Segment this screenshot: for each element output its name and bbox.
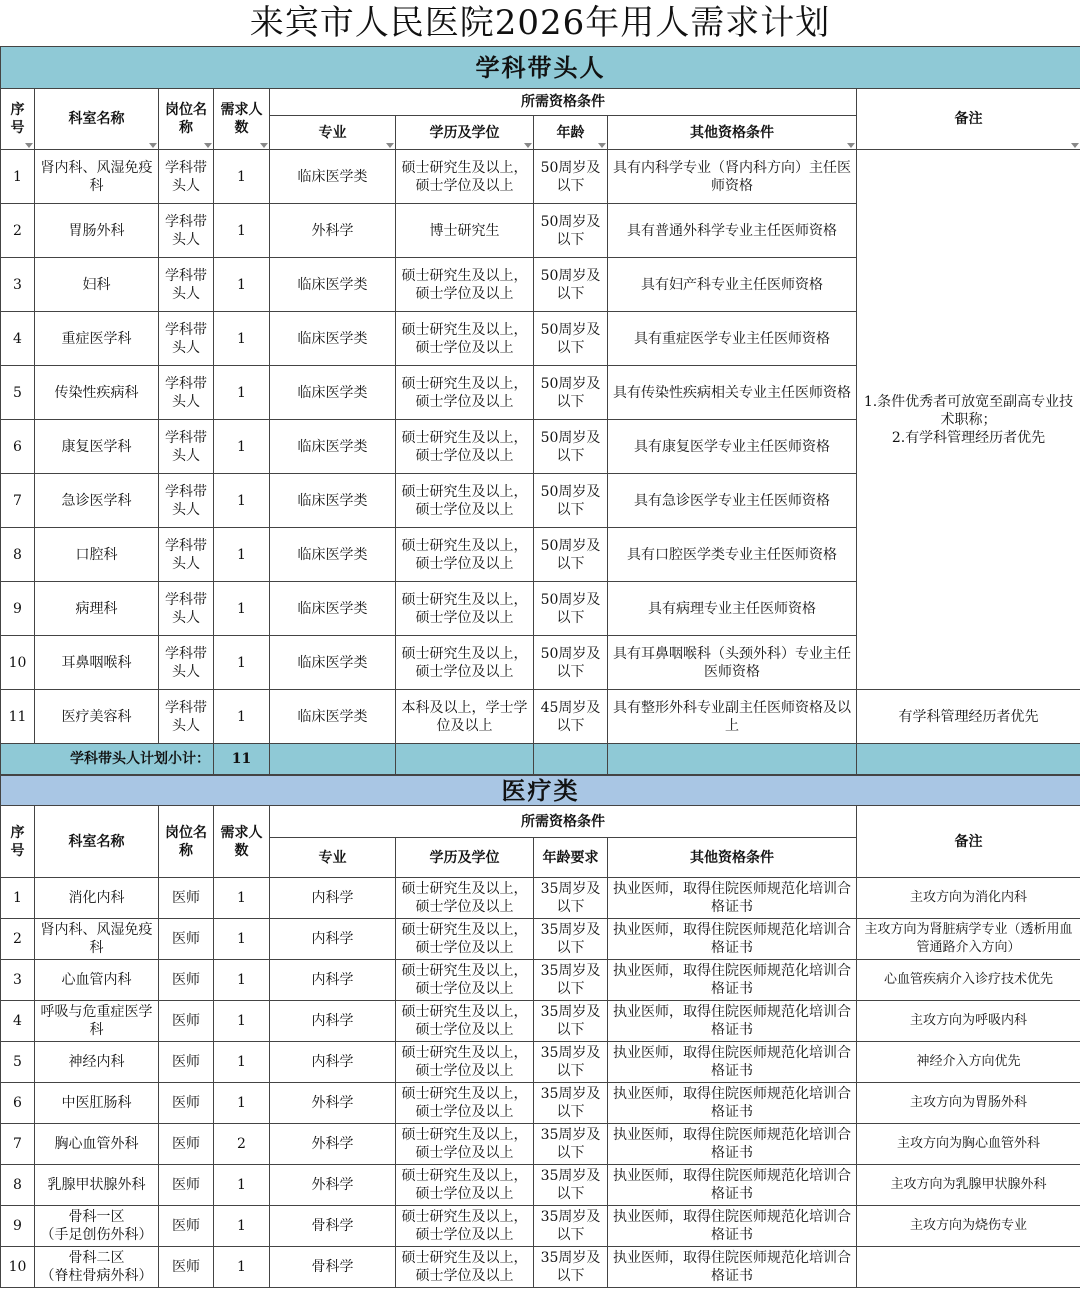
cell-seq: 8 [1, 528, 35, 582]
cell-dept: 耳鼻咽喉科 [35, 636, 159, 690]
cell-dept: 急诊医学科 [35, 474, 159, 528]
medical-table [0, 775, 1080, 1288]
cell-post: 医师 [159, 1124, 214, 1165]
cell-age: 35周岁及以下 [534, 1165, 608, 1206]
cell-post: 学科带头人 [159, 420, 214, 474]
cell-remark: 主攻方向为烧伤专业 [857, 1206, 1080, 1247]
cell-other: 执业医师，取得住院医师规范化培训合格证书 [608, 1042, 857, 1083]
table-row [1, 960, 1080, 1001]
cell-remark: 主攻方向为乳腺甲状腺外科 [857, 1165, 1080, 1206]
cell-age: 35周岁及以下 [534, 1124, 608, 1165]
cell-seq: 8 [1, 1165, 35, 1206]
cell-remark: 有学科管理经历者优先 [857, 690, 1080, 744]
cell-major: 内科学 [270, 1042, 396, 1083]
cell-age: 35周岁及以下 [534, 1083, 608, 1124]
cell-major: 外科学 [270, 204, 396, 258]
cell-other: 执业医师，取得住院医师规范化培训合格证书 [608, 878, 857, 919]
header-age: 年龄要求 [534, 838, 608, 878]
cell-age: 50周岁及以下 [534, 366, 608, 420]
cell-edu: 硕士研究生及以上，硕士学位及以上 [396, 878, 534, 919]
cell-age: 50周岁及以下 [534, 528, 608, 582]
page-title: 来宾市人民医院2026年用人需求计划 [249, 3, 831, 43]
talent-table [0, 46, 1080, 775]
cell-dept: 肾内科、风湿免疫科 [35, 150, 159, 204]
cell-edu: 硕士研究生及以上，硕士学位及以上 [396, 528, 534, 582]
cell-count: 1 [214, 366, 270, 420]
cell-post: 学科带头人 [159, 474, 214, 528]
subtotal-label: 学科带头人计划小计： [1, 744, 214, 775]
cell-other: 具有康复医学专业主任医师资格 [608, 420, 857, 474]
cell-count: 1 [214, 690, 270, 744]
cell-count: 1 [214, 960, 270, 1001]
cell-major: 临床医学类 [270, 312, 396, 366]
cell-other: 具有重症医学专业主任医师资格 [608, 312, 857, 366]
cell-seq: 4 [1, 1001, 35, 1042]
cell-count: 1 [214, 582, 270, 636]
cell-remark: 主攻方向为呼吸内科 [857, 1001, 1080, 1042]
cell-major: 内科学 [270, 1001, 396, 1042]
header-post: 岗位名称 [159, 806, 214, 878]
cell-age: 35周岁及以下 [534, 878, 608, 919]
cell-seq: 6 [1, 420, 35, 474]
cell-major: 临床医学类 [270, 690, 396, 744]
cell-post: 学科带头人 [159, 366, 214, 420]
cell-dept: 重症医学科 [35, 312, 159, 366]
cell-seq: 10 [1, 636, 35, 690]
cell-major: 内科学 [270, 960, 396, 1001]
cell-edu: 硕士研究生及以上，硕士学位及以上 [396, 366, 534, 420]
cell-age: 50周岁及以下 [534, 312, 608, 366]
cell-dept: 胸心血管外科 [35, 1124, 159, 1165]
cell-major: 临床医学类 [270, 258, 396, 312]
table-row [1, 1206, 1080, 1247]
cell-dept: 胃肠外科 [35, 204, 159, 258]
cell-post: 医师 [159, 1165, 214, 1206]
header-qualifications: 所需资格条件 [270, 806, 857, 838]
cell-count: 1 [214, 636, 270, 690]
cell-seq: 9 [1, 582, 35, 636]
cell-other: 执业医师，取得住院医师规范化培训合格证书 [608, 1247, 857, 1288]
cell-seq: 5 [1, 366, 35, 420]
cell-other: 具有耳鼻咽喉科（头颈外科）专业主任医师资格 [608, 636, 857, 690]
cell-seq: 9 [1, 1206, 35, 1247]
cell-edu: 硕士研究生及以上，硕士学位及以上 [396, 1124, 534, 1165]
cell-age: 50周岁及以下 [534, 258, 608, 312]
cell-seq: 3 [1, 960, 35, 1001]
cell-major: 骨科学 [270, 1206, 396, 1247]
cell-other: 具有普通外科学专业主任医师资格 [608, 204, 857, 258]
cell-dept: 肾内科、风湿免疫科 [35, 919, 159, 960]
cell-count: 1 [214, 1165, 270, 1206]
cell-remark: 神经介入方向优先 [857, 1042, 1080, 1083]
cell-edu: 硕士研究生及以上，硕士学位及以上 [396, 258, 534, 312]
table-row [1, 1165, 1080, 1206]
cell-other: 执业医师，取得住院医师规范化培训合格证书 [608, 1165, 857, 1206]
cell-dept: 康复医学科 [35, 420, 159, 474]
cell-edu: 硕士研究生及以上，硕士学位及以上 [396, 636, 534, 690]
cell-major: 临床医学类 [270, 420, 396, 474]
cell-edu: 硕士研究生及以上，硕士学位及以上 [396, 150, 534, 204]
cell-age: 35周岁及以下 [534, 1001, 608, 1042]
cell-major: 外科学 [270, 1083, 396, 1124]
header-count: 需求人数 [214, 806, 270, 878]
cell-edu: 硕士研究生及以上，硕士学位及以上 [396, 1165, 534, 1206]
cell-remark: 主攻方向为肾脏病学专业（透析用血管通路介入方向） [857, 919, 1080, 960]
header-seq: 序号 [1, 806, 35, 878]
cell-post: 医师 [159, 960, 214, 1001]
table-row [1, 1247, 1080, 1288]
cell-edu: 硕士研究生及以上，硕士学位及以上 [396, 919, 534, 960]
cell-dept: 心血管内科 [35, 960, 159, 1001]
cell-other: 执业医师，取得住院医师规范化培训合格证书 [608, 1001, 857, 1042]
cell-post: 医师 [159, 878, 214, 919]
cell-count: 2 [214, 1124, 270, 1165]
cell-age: 35周岁及以下 [534, 1042, 608, 1083]
table-row [1, 1001, 1080, 1042]
cell-other: 具有口腔医学类专业主任医师资格 [608, 528, 857, 582]
cell-edu: 硕士研究生及以上，硕士学位及以上 [396, 960, 534, 1001]
cell-post: 医师 [159, 919, 214, 960]
cell-count: 1 [214, 420, 270, 474]
cell-major: 外科学 [270, 1124, 396, 1165]
header-edu: 学历及学位 [396, 116, 534, 150]
header-major: 专业 [270, 116, 396, 150]
cell-count: 1 [214, 150, 270, 204]
cell-edu: 硕士研究生及以上，硕士学位及以上 [396, 1247, 534, 1288]
cell-post: 医师 [159, 1001, 214, 1042]
cell-post: 医师 [159, 1083, 214, 1124]
cell-age: 50周岁及以下 [534, 474, 608, 528]
cell-seq: 4 [1, 312, 35, 366]
cell-age: 35周岁及以下 [534, 919, 608, 960]
cell-remark: 主攻方向为胸心血管外科 [857, 1124, 1080, 1165]
table-row [1, 919, 1080, 960]
cell-major: 内科学 [270, 878, 396, 919]
cell-count: 1 [214, 878, 270, 919]
cell-major: 临床医学类 [270, 582, 396, 636]
cell-age: 35周岁及以下 [534, 1206, 608, 1247]
cell-count: 1 [214, 1001, 270, 1042]
cell-age: 35周岁及以下 [534, 1247, 608, 1288]
cell-post: 学科带头人 [159, 204, 214, 258]
cell-edu: 硕士研究生及以上，硕士学位及以上 [396, 420, 534, 474]
cell-seq: 1 [1, 150, 35, 204]
cell-major: 临床医学类 [270, 474, 396, 528]
cell-other: 具有整形外科专业副主任医师资格及以上 [608, 690, 857, 744]
cell-other: 具有妇产科专业主任医师资格 [608, 258, 857, 312]
cell-other: 具有病理专业主任医师资格 [608, 582, 857, 636]
cell-other: 具有内科学专业（肾内科方向）主任医师资格 [608, 150, 857, 204]
cell-edu: 硕士研究生及以上，硕士学位及以上 [396, 474, 534, 528]
cell-remark: 心血管疾病介入诊疗技术优先 [857, 960, 1080, 1001]
cell-post: 学科带头人 [159, 258, 214, 312]
cell-seq: 1 [1, 878, 35, 919]
cell-age: 35周岁及以下 [534, 960, 608, 1001]
cell-other: 执业医师，取得住院医师规范化培训合格证书 [608, 960, 857, 1001]
header-major: 专业 [270, 838, 396, 878]
cell-seq: 11 [1, 690, 35, 744]
table-row [1, 878, 1080, 919]
remark-group-note: 1.条件优秀者可放宽至副高专业技术职称； 2.有学科管理经历者优先 [857, 150, 1080, 690]
table-row [1, 150, 1080, 204]
table-row [1, 1083, 1080, 1124]
header-qualifications: 所需资格条件 [270, 89, 857, 116]
header-age: 年龄 [534, 116, 608, 150]
cell-edu: 硕士研究生及以上，硕士学位及以上 [396, 582, 534, 636]
cell-count: 1 [214, 474, 270, 528]
cell-post: 学科带头人 [159, 150, 214, 204]
cell-other: 执业医师，取得住院医师规范化培训合格证书 [608, 919, 857, 960]
cell-age: 45周岁及以下 [534, 690, 608, 744]
header-remark: 备注 [857, 89, 1080, 150]
cell-dept: 消化内科 [35, 878, 159, 919]
cell-count: 1 [214, 919, 270, 960]
cell-other: 执业医师，取得住院医师规范化培训合格证书 [608, 1124, 857, 1165]
header-other: 其他资格条件 [608, 838, 857, 878]
cell-count: 1 [214, 204, 270, 258]
cell-major: 临床医学类 [270, 366, 396, 420]
cell-post: 医师 [159, 1206, 214, 1247]
cell-age: 50周岁及以下 [534, 582, 608, 636]
cell-post: 医师 [159, 1247, 214, 1288]
header-other: 其他资格条件 [608, 116, 857, 150]
section-band-medical: 医疗类 [1, 776, 1080, 806]
cell-other: 执业医师，取得住院医师规范化培训合格证书 [608, 1206, 857, 1247]
cell-major: 骨科学 [270, 1247, 396, 1288]
cell-count: 1 [214, 258, 270, 312]
cell-other: 具有传染性疾病相关专业主任医师资格 [608, 366, 857, 420]
table-row [1, 690, 1080, 744]
header-seq: 序号 [1, 89, 35, 150]
cell-edu: 硕士研究生及以上，硕士学位及以上 [396, 1001, 534, 1042]
cell-age: 50周岁及以下 [534, 150, 608, 204]
cell-dept: 病理科 [35, 582, 159, 636]
cell-post: 学科带头人 [159, 582, 214, 636]
cell-post: 医师 [159, 1042, 214, 1083]
cell-age: 50周岁及以下 [534, 420, 608, 474]
cell-dept: 神经内科 [35, 1042, 159, 1083]
cell-major: 临床医学类 [270, 150, 396, 204]
cell-major: 临床医学类 [270, 528, 396, 582]
cell-dept: 传染性疾病科 [35, 366, 159, 420]
cell-seq: 5 [1, 1042, 35, 1083]
cell-dept: 口腔科 [35, 528, 159, 582]
cell-dept: 乳腺甲状腺外科 [35, 1165, 159, 1206]
cell-count: 1 [214, 1206, 270, 1247]
cell-edu: 本科及以上，学士学位及以上 [396, 690, 534, 744]
table-row [1, 1124, 1080, 1165]
cell-seq: 10 [1, 1247, 35, 1288]
header-remark: 备注 [857, 806, 1080, 878]
cell-other: 执业医师，取得住院医师规范化培训合格证书 [608, 1083, 857, 1124]
cell-post: 学科带头人 [159, 312, 214, 366]
header-count: 需求人数 [214, 89, 270, 150]
cell-dept: 骨科一区 （手足创伤外科） [35, 1206, 159, 1247]
cell-dept: 医疗美容科 [35, 690, 159, 744]
cell-count: 1 [214, 1247, 270, 1288]
cell-seq: 6 [1, 1083, 35, 1124]
header-edu: 学历及学位 [396, 838, 534, 878]
cell-edu: 硕士研究生及以上，硕士学位及以上 [396, 1083, 534, 1124]
cell-remark [857, 1247, 1080, 1288]
cell-dept: 妇科 [35, 258, 159, 312]
cell-edu: 硕士研究生及以上，硕士学位及以上 [396, 1206, 534, 1247]
cell-edu: 硕士研究生及以上，硕士学位及以上 [396, 312, 534, 366]
cell-dept: 呼吸与危重症医学科 [35, 1001, 159, 1042]
cell-seq: 7 [1, 1124, 35, 1165]
cell-count: 1 [214, 1042, 270, 1083]
cell-post: 学科带头人 [159, 690, 214, 744]
header-post: 岗位名称 [159, 89, 214, 150]
cell-seq: 3 [1, 258, 35, 312]
section-band-talent: 学科带头人 [1, 47, 1080, 89]
cell-post: 学科带头人 [159, 636, 214, 690]
cell-major: 内科学 [270, 919, 396, 960]
cell-remark: 主攻方向为胃肠外科 [857, 1083, 1080, 1124]
header-dept: 科室名称 [35, 89, 159, 150]
cell-dept: 骨科二区 （脊柱骨病外科） [35, 1247, 159, 1288]
cell-seq: 7 [1, 474, 35, 528]
table-row [1, 1042, 1080, 1083]
subtotal-value: 11 [214, 744, 270, 775]
cell-major: 临床医学类 [270, 636, 396, 690]
cell-count: 1 [214, 528, 270, 582]
cell-count: 1 [214, 1083, 270, 1124]
cell-seq: 2 [1, 919, 35, 960]
cell-edu: 硕士研究生及以上，硕士学位及以上 [396, 1042, 534, 1083]
cell-post: 学科带头人 [159, 528, 214, 582]
cell-remark: 主攻方向为消化内科 [857, 878, 1080, 919]
cell-age: 50周岁及以下 [534, 636, 608, 690]
cell-age: 50周岁及以下 [534, 204, 608, 258]
cell-count: 1 [214, 312, 270, 366]
cell-other: 具有急诊医学专业主任医师资格 [608, 474, 857, 528]
cell-seq: 2 [1, 204, 35, 258]
cell-edu: 博士研究生 [396, 204, 534, 258]
cell-dept: 中医肛肠科 [35, 1083, 159, 1124]
cell-major: 外科学 [270, 1165, 396, 1206]
header-dept: 科室名称 [35, 806, 159, 878]
